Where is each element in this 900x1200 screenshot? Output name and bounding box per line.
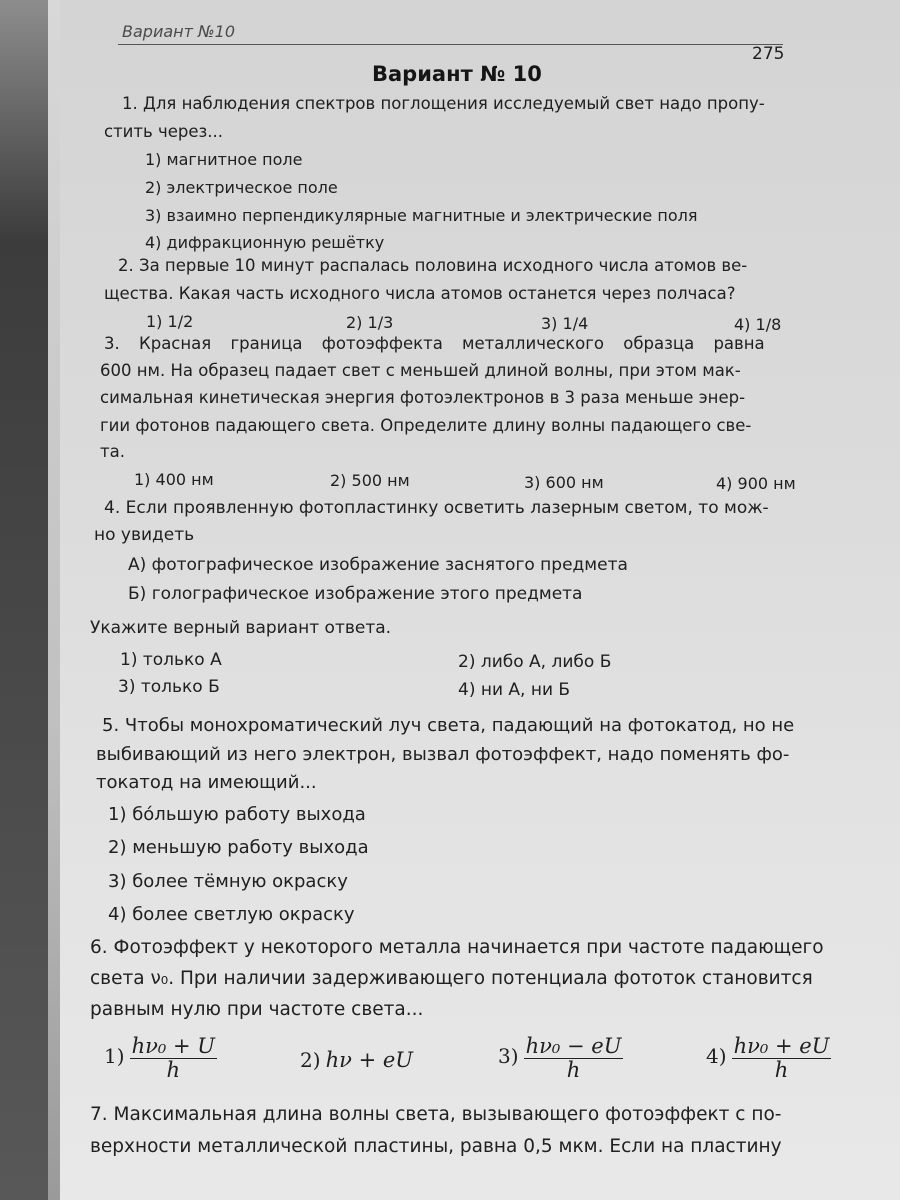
question-2-line-1: 2. За первые 10 минут распалась половина исходного числа атомов ве- [118,256,748,275]
q4-statement-b: Б) голографическое изображение этого предмета [128,584,583,604]
question-3-line-4: гии фотонов падающего света. Определите длину волны падающего све- [100,416,752,435]
q2-option-2: 2) 1/3 [346,313,394,332]
q6-option-4-fraction [732,1035,832,1082]
q3-option-4: 4) 900 нм [716,474,796,493]
q1-option-4: 4) дифракционную решётку [145,233,385,252]
running-title: Вариант №10 [122,22,236,41]
q3-option-1: 1) 400 нм [134,470,214,489]
question-3-line-1: 3. Красная граница фотоэффекта металлического образца равна [104,334,765,353]
q6-option-3 [498,1035,623,1082]
q1-option-3: 3) взаимно перпендикулярные магнитные и электрические поля [145,206,698,225]
q4-option-2: 2) либо А, либо Б [458,652,612,672]
q1-option-2: 2) электрическое поле [145,178,338,197]
book-spine [0,0,48,1200]
question-6-line-3: равным нулю при частоте света... [90,999,424,1020]
q6-option-1-denominator: h [166,1058,181,1083]
q3-option-3: 3) 600 нм [524,473,604,492]
question-6-line-2: света ν₀. При наличии задерживающего потенциала фототок становится [90,968,813,989]
page-title: Вариант № 10 [372,62,542,86]
q4-prompt: Укажите верный вариант ответа. [90,618,392,638]
q6-option-3-label: 3) [498,1044,519,1069]
q6-option-1-fraction [130,1035,217,1082]
q6-option-1-label: 1) [104,1044,125,1069]
question-6-line-1: 6. Фотоэффект у некоторого металла начинается при частоте падающего [90,937,824,958]
q5-option-1: 1) бóльшую работу выхода [108,804,366,825]
q5-option-2: 2) меньшую работу выхода [108,837,369,858]
q6-option-4-label: 4) [706,1044,727,1069]
q4-option-1: 1) только А [120,650,222,670]
q6-option-4 [706,1035,831,1082]
q6-option-1-numerator: hν₀ + U [131,1034,215,1058]
question-3-line-5: та. [100,442,125,461]
question-4-line-2: но увидеть [94,525,195,545]
q6-option-4-numerator: hν₀ + eU [733,1034,830,1058]
question-2-line-2: щества. Какая часть исходного числа атомов останется через полчаса? [104,284,736,303]
q4-statement-a: А) фотографическое изображение заснятого предмета [128,555,628,575]
q6-option-3-fraction [524,1035,624,1082]
question-3-line-3: симальная кинетическая энергия фотоэлектронов в 3 раза меньше энер- [100,388,746,407]
header-rule [118,44,783,45]
q1-option-1: 1) магнитное поле [145,150,303,169]
q5-option-4: 4) более светлую окраску [108,904,355,925]
page-number: 275 [752,44,785,64]
q6-option-2-label: 2) [300,1048,321,1072]
q6-option-4-denominator: h [774,1058,789,1083]
q4-option-3: 3) только Б [118,677,220,697]
q6-option-3-numerator: hν₀ − eU [525,1034,622,1058]
q2-option-1: 1) 1/2 [146,312,194,331]
question-5-line-1: 5. Чтобы монохроматический луч света, падающий на фотокатод, но не [102,715,795,736]
q6-option-1 [104,1035,217,1082]
q6-option-2 [300,1048,413,1072]
question-5-line-2: выбивающий из него электрон, вызвал фотоэффект, надо поменять фо- [96,744,790,765]
question-5-line-3: токатод на имеющий... [96,772,317,793]
q6-option-2-expression: hν + eU [325,1048,413,1072]
question-7-line-2: верхности металлической пластины, равна 0,5 мкм. Если на пластину [90,1136,782,1157]
question-7-line-1: 7. Максимальная длина волны света, вызывающего фотоэффект с по- [90,1104,782,1125]
q2-option-4: 4) 1/8 [734,315,782,334]
question-4-line-1: 4. Если проявленную фотопластинку осветить лазерным светом, то мож- [104,498,769,518]
question-3-line-2: 600 нм. На образец падает свет с меньшей длиной волны, при этом мак- [100,361,741,380]
q3-option-2: 2) 500 нм [330,471,410,490]
question-1-line-1: 1. Для наблюдения спектров поглощения исследуемый свет надо пропу- [122,94,765,113]
question-1-line-2: стить через... [104,122,224,141]
q2-option-3: 3) 1/4 [541,314,589,333]
q6-option-3-denominator: h [566,1058,581,1083]
q4-option-4: 4) ни А, ни Б [458,680,571,700]
q5-option-3: 3) более тёмную окраску [108,871,348,892]
